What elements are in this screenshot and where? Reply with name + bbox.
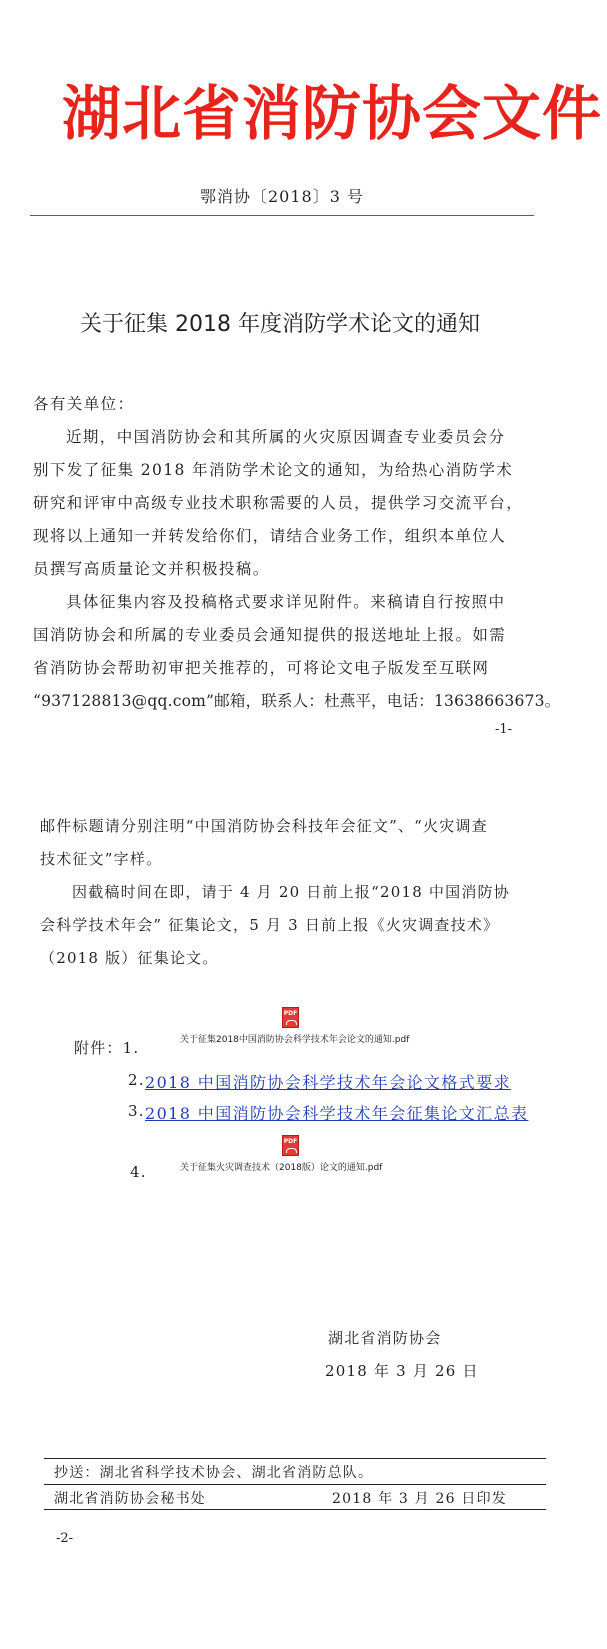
paragraph-line: （2018 版）征集论文。 xyxy=(40,949,219,967)
paragraph-line: 技术征文”字样。 xyxy=(40,850,163,868)
paragraph-line: 员撰写高质量论文并积极投稿。 xyxy=(33,560,270,578)
issuer: 湖北省消防协会秘书处 xyxy=(54,1491,206,1507)
org-title: 湖北省消防协会文件 xyxy=(62,79,603,148)
attachment-file-1[interactable]: 关于征集2018中国消防协会科学技术年会论文的通知.pdf xyxy=(180,1035,410,1045)
paragraph-line: 会科学技术年会” 征集论文，5 月 3 日前上报《火灾调查技术》 xyxy=(40,916,500,934)
attachment-file-4[interactable]: 关于征集火灾调查技术（2018版）论文的通知.pdf xyxy=(180,1163,383,1173)
page-number: -1- xyxy=(495,722,513,737)
attachment-number: 2. xyxy=(128,1071,145,1089)
pdf-file-icon[interactable]: PDF xyxy=(282,1007,299,1028)
attachment-link-3[interactable]: 2018 中国消防协会科学技术年会征集论文汇总表 xyxy=(145,1104,529,1123)
paragraph-line: 省消防协会帮助初审把关推荐的，可将论文电子版发至互联网 xyxy=(33,659,490,677)
red-divider xyxy=(30,215,534,216)
paragraph-line: “937128813@qq.com”邮箱，联系人：杜燕平，电话：13638663673。 xyxy=(33,692,561,710)
paragraph-line: 因截稿时间在即，请于 4 月 20 日前上报“2018 中国消防协 xyxy=(72,883,510,901)
signature-date: 2018 年 3 月 26 日 xyxy=(325,1362,479,1380)
signature-org: 湖北省消防协会 xyxy=(328,1329,442,1347)
footer-rule xyxy=(44,1509,546,1510)
pdf-file-icon[interactable]: PDF xyxy=(282,1135,299,1156)
attachments-label: 附件：1. xyxy=(74,1039,140,1057)
notice-title: 关于征集 2018 年度消防学术论文的通知 xyxy=(80,312,480,337)
attachment-link-2[interactable]: 2018 中国消防协会科学技术年会论文格式要求 xyxy=(145,1073,512,1092)
paragraph-line: 现将以上通知一并转发给你们，请结合业务工作，组织本单位人 xyxy=(33,527,507,545)
paragraph-line: 近期，中国消防协会和其所属的火灾原因调查专业委员会分 xyxy=(66,428,506,446)
paragraph-line: 别下发了征集 2018 年消防学术论文的通知，为给热心消防学术 xyxy=(33,461,514,479)
document-number: 鄂消协〔2018〕3 号 xyxy=(200,187,364,206)
footer-rule xyxy=(44,1484,546,1485)
paragraph-line: 研究和评审中高级专业技术职称需要的人员，提供学习交流平台， xyxy=(33,494,524,512)
paragraph-line: 国消防协会和所属的专业委员会通知提供的报送地址上报。如需 xyxy=(33,626,507,644)
salutation: 各有关单位： xyxy=(33,395,135,413)
paragraph-line: 具体征集内容及投稿格式要求详见附件。来稿请自行按照中 xyxy=(66,593,506,611)
issue-date: 2018 年 3 月 26 日印发 xyxy=(332,1491,508,1507)
footer-rule xyxy=(44,1458,546,1459)
attachment-number: 4. xyxy=(130,1163,147,1181)
attachment-number: 3. xyxy=(128,1102,145,1120)
page-number: -2- xyxy=(56,1531,74,1546)
cc-line: 抄送：湖北省科学技术协会、湖北省消防总队。 xyxy=(54,1465,374,1481)
paragraph-line: 邮件标题请分别注明“中国消防协会科技年会征文”、“火灾调查 xyxy=(40,817,488,835)
